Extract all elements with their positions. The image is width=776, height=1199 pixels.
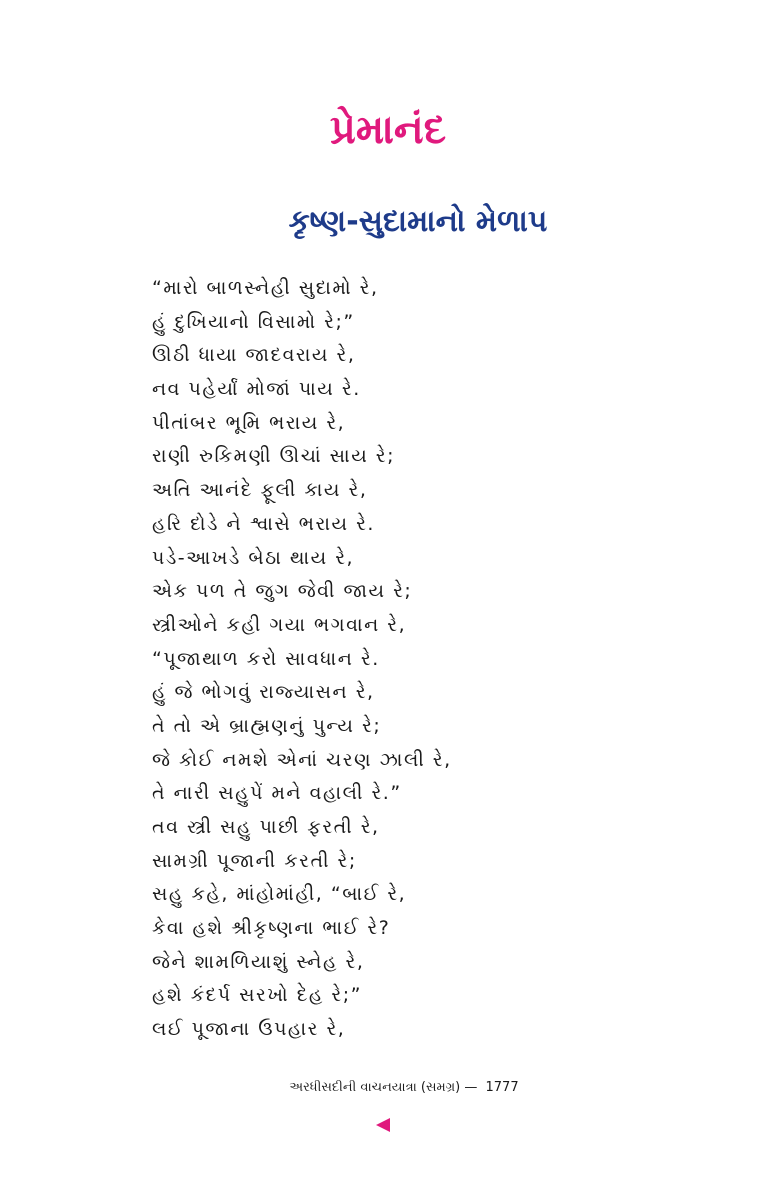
book-title: અરધીસદીની વાચનયાત્રા (સમગ્ર) (289, 1080, 461, 1095)
verse-line: તે નારી સહુપેં મને વહાલી રે.” (152, 782, 402, 805)
verse-line: જેને શામળિયાશું સ્નેહ રે, (152, 950, 365, 973)
verse-line: જે કોઈ નમશે એનાં ચરણ ઝાલી રે, (152, 748, 452, 771)
verse-line: તવ સ્ત્રી સહુ પાછી ફરતી રે, (152, 816, 380, 838)
verse-line: “મારો બાળસ્નેહી સુદામો રે, (152, 277, 379, 299)
verse-line: હું દુખિયાનો વિસામો રે;” (152, 310, 355, 333)
verse-line: એક પળ તે જુગ જેવી જાય રે; (152, 580, 413, 603)
verse-line: રાણી રુકિમણી ઊચાં સાય રે; (152, 445, 396, 468)
verse-line: કેવા હશે શ્રીકૃષ્ણના ભાઈ રે? (152, 917, 391, 940)
author-name: પ્રેમાનંદ (329, 107, 447, 153)
verse-line: લઈ પૂજાના ઉપહાર રે, (152, 1018, 346, 1041)
verse-line: નવ પહેર્યાં મોજાં પાય રે. (152, 378, 361, 401)
page-number: 1777 (485, 1080, 519, 1095)
verse-line: અતિ આનંદે ફૂલી કાય રે, (152, 479, 368, 502)
verse-line: તે તો એ બ્રાહ્મણનું પુન્ય રે; (152, 714, 382, 737)
verse-line: હું જે ભોગવું રાજ્યાસન રે, (152, 681, 375, 704)
verse-line: હરિ દોડે ને શ્વાસે ભરાય રે. (152, 512, 375, 535)
footer-line (289, 1078, 518, 1098)
poem-title: કૃષ્ણ-સુદામાનો મેળાપ (288, 204, 548, 239)
verse-line: પડે-આખડે બેઠા થાય રે, (152, 546, 355, 569)
poem-verses (152, 272, 632, 1047)
footer-separator: — (464, 1080, 478, 1095)
page-footer (0, 1078, 776, 1098)
verse-line: પીતાંબર ભૂમિ ભરાય રે, (152, 411, 346, 434)
verse-line: હશે કંદર્પ સરખો દેહ રે;” (152, 984, 362, 1007)
verse-line: “પૂજાથાળ કરો સાવધાન રે. (152, 647, 380, 670)
verse-line: સ્ત્રીઓને કહી ગયા ભગવાન રે, (152, 613, 407, 636)
back-arrow-icon[interactable] (376, 1118, 390, 1132)
verse-line: ઊઠી ધાયા જાદવરાય રે, (152, 344, 356, 367)
verse-line: સહુ કહે, માંહોમાંહી, “બાઈ રે, (152, 883, 407, 906)
verse-line: સામગ્રી પૂજાની કરતી રે; (152, 849, 357, 872)
